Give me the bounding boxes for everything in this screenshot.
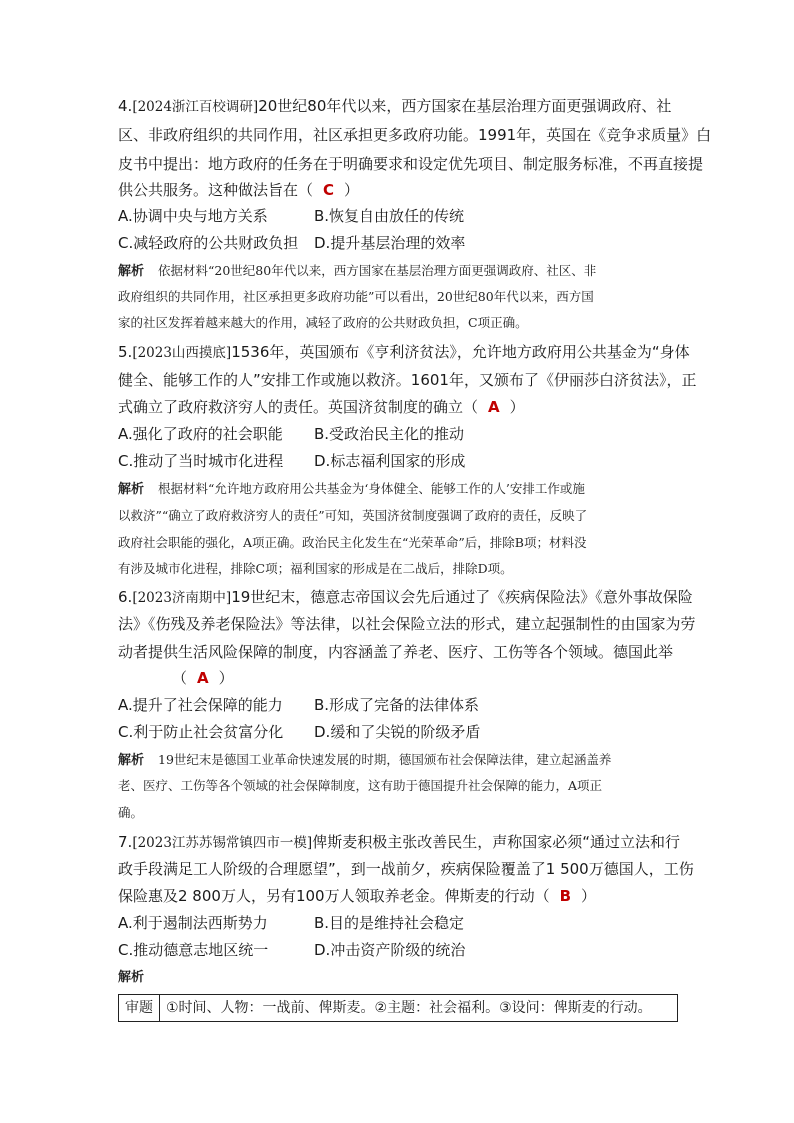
q5-stem-line-2: 健全、能够工作的人”安排工作或施以救济。1601年，又颁布了《伊丽莎白济贫法》，正: [118, 371, 697, 389]
q7-explanation-tag: 解析: [118, 970, 145, 985]
q7-analysis-table: [118, 994, 678, 1022]
q4-option-d: D.提升基层治理的效率: [314, 234, 466, 252]
q5-option-b: B.受政治民主化的推动: [314, 425, 465, 443]
q5-option-d: D.标志福利国家的形成: [314, 452, 466, 470]
q7-stem-line-1: 7.[2023江苏苏锡常镇四市一模]俾斯麦积极主张改善民生，声称国家必须“通过立法和行: [118, 833, 680, 851]
q6-stem-line-3: 动者提供生活风险保障的制度，内容涵盖了养老、医疗、工伤等各个领域。德国此举: [118, 643, 674, 661]
q7-option-b: B.目的是维持社会稳定: [314, 914, 465, 932]
q6-answer: A: [197, 669, 209, 687]
q6-explanation-line-3: 确。: [118, 805, 144, 820]
q7-option-c: C.推动德意志地区统一: [118, 941, 269, 959]
table-body-cell: ①时间、人物：一战前、俾斯麦。②主题：社会福利。③设问：俾斯麦的行动。: [166, 1000, 652, 1016]
q5-explanation-line-2: 以救济”“确立了政府救济穷人的责任”可知，英国济贫制度强调了政府的责任，反映了: [118, 508, 588, 523]
q5-explanation-line-1: 解析 根据材料“允许地方政府用公共基金为‘身体健全、能够工作的人’安排工作或施: [118, 481, 585, 497]
q4-explanation-line-2: 政府组织的共同作用，社区承担更多政府功能”可以看出，20世纪80年代以来，西方国: [118, 289, 594, 304]
q7-source: [2023江苏苏锡常镇四市一模]: [132, 835, 313, 851]
q6-option-c: C.利于防止社会贫富分化: [118, 723, 284, 741]
q7-explanation-line-1: [118, 968, 680, 987]
q5-explanation-line-3: 政府社会职能的强化，A项正确。政治民主化发生在“光荣革命”后，排除B项；材料没: [118, 535, 587, 550]
q6-option-d: D.缓和了尖锐的阶级矛盾: [314, 723, 481, 741]
q4-option-c: C.减轻政府的公共财政负担: [118, 234, 299, 252]
q5-explanation-line-4: 有涉及城市化进程，排除C项；福利国家的形成是在二战后，排除D项。: [118, 561, 513, 576]
q4-stem-line-1: 4.[2024浙江百校调研]20世纪80年代以来，西方国家在基层治理方面更强调政府、社: [118, 97, 672, 115]
q4-explanation-line-1: 解析 依据材料“20世纪80年代以来，西方国家在基层治理方面更强调政府、社区、非: [118, 263, 597, 279]
q6-source: [2023济南期中]: [132, 590, 232, 606]
q5-option-a: A.强化了政府的社会职能: [118, 425, 283, 443]
q4-stem-line-3: 皮书中提出：地方政府的任务在于明确要求和设定优先项目、制定服务标准，不再直接提: [118, 155, 704, 173]
q4-explanation-tag: 解析: [118, 264, 145, 279]
q6-stem-line-4: （ A ）: [172, 669, 234, 687]
q4-option-a: A.协调中央与地方关系: [118, 207, 268, 225]
q5-answer: A: [488, 398, 500, 416]
q4-answer: C: [323, 181, 335, 199]
q7-answer: B: [559, 887, 572, 905]
table-head-cell: 审题: [119, 995, 160, 1021]
q5-stem-line-1: 5.[2023山西摸底]1536年，英国颁布《亨利济贫法》，允许地方政府用公共基金为“身体: [118, 343, 690, 361]
q4-source: [2024浙江百校调研]: [132, 99, 259, 115]
q4-stem-line-2: 区、非政府组织的共同作用，社区承担更多政府功能。1991年，英国在《竞争求质量》白: [118, 126, 712, 144]
q6-stem-line-2: 法》《伤残及养老保险法》等法律，以社会保险立法的形式，建立起强制性的由国家为劳: [118, 615, 696, 633]
q7-option-d: D.冲击资产阶级的统治: [314, 941, 466, 959]
q4-option-b: B.恢复自由放任的传统: [314, 207, 465, 225]
q7-stem-line-2: 政手段满足工人阶级的合理愿望”，到一战前夕，疾病保险覆盖了1 500万德国人，工伤: [118, 860, 694, 878]
q5-source: [2023山西摸底]: [132, 345, 232, 361]
q4-explanation-line-3: 家的社区发挥着越来越大的作用，减轻了政府的公共财政负担，C项正确。: [118, 315, 528, 330]
q6-option-a: A.提升了社会保障的能力: [118, 696, 283, 714]
q7-stem-line-3: 保险惠及2 800万人，另有100万人领取养老金。俾斯麦的行动（ B ）: [118, 887, 597, 905]
q5-explanation-tag: 解析: [118, 482, 145, 497]
q5-stem-line-3: 式确立了政府救济穷人的责任。英国济贫制度的确立（ A ）: [118, 398, 525, 416]
q6-explanation-line-2: 老、医疗、工伤等各个领域的社会保障制度，这有助于德国提升社会保障的能力，A项正: [118, 778, 603, 793]
q6-option-b: B.形成了完备的法律体系: [314, 696, 480, 714]
q6-explanation-line-1: 解析 19世纪末是德国工业革命快速发展的时期，德国颁布社会保障法律，建立起涵盖养: [118, 752, 612, 768]
q5-option-c: C.推动了当时城市化进程: [118, 452, 284, 470]
q7-option-a: A.利于遏制法西斯势力: [118, 914, 268, 932]
q6-stem-line-1: 6.[2023济南期中]19世纪末，德意志帝国议会先后通过了《疾病保险法》《意外事故保险: [118, 588, 693, 606]
q6-explanation-tag: 解析: [118, 753, 145, 768]
q4-stem-line-4: 供公共服务。这种做法旨在（ C ）: [118, 181, 360, 199]
